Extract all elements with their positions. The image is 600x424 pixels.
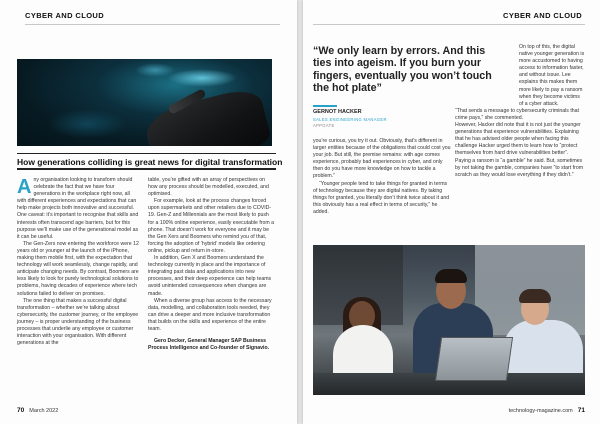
laptop-shape: [435, 337, 513, 381]
quote-attribution-role: SALES ENGINEERING MANAGER: [313, 117, 387, 122]
issue-date: March 2022: [29, 408, 59, 414]
article-title-bar: [17, 153, 283, 170]
body-paragraph: “Younger people tend to take things for granted in terms of technology because they are digital natives. By taking things for granted, you literally don’t think twice about it and this obviously has a real effect in terms of security,” he added.: [313, 180, 450, 215]
body-paragraph: table, you’re gifted with an array of perspectives on how any process should be modelled, executed, and optimised.: [148, 177, 269, 198]
body-paragraph: The one thing that makes a successful digital transformation – whether we’re talking about cybersecurity, the customer journey, or the employee journey – is proper understanding of the business processes that underlie any employee or customer interaction with your organisation. With different generations at the: [17, 297, 139, 347]
body-paragraph: “That sends a message to cybersecurity criminals that crime pays,” she commented.: [455, 107, 579, 121]
article-headline: How generations colliding is great news for digital transformation: [17, 157, 283, 167]
body-paragraph: In addition, Gen X and Boomers understand the technology currently in place and the importance of integrating past data and applications into new processes, and their deep experience can help teams avoid unintended consequences when changes are made.: [148, 255, 272, 297]
light-glow: [47, 109, 127, 139]
body-column-2: [455, 44, 585, 179]
header-rule: [25, 24, 280, 25]
page-number: 70: [17, 407, 25, 414]
body-column-1: [17, 177, 140, 347]
section-header: CYBER AND CLOUD: [503, 11, 583, 20]
author-signoff: Gero Decker, General Manager SAP Business Process Intelligence and Co-founder of Signavio.: [148, 338, 270, 352]
quote-attribution-name: GERNOT HACKER: [313, 109, 362, 115]
body-paragraph: However, Hacker did note that it is not just the younger generations that experience vulnerabilities. Explaining that he has advised older people when facing this challenge Hacker urged them to learn how to “protect themselves from hard drive vulnerabilities better”.: [455, 122, 581, 157]
body-column-2: [148, 177, 274, 352]
body-paragraph: On top of this, the digital native younger generation is more accustomed to having access to information faster, and without issue. Lee explains this makes them more likely to pay a ransom when they become victims of a cyber attack.: [519, 44, 585, 107]
right-page: [303, 0, 600, 424]
body-column-1: [313, 138, 451, 216]
hand-shape: [142, 85, 272, 146]
office-team-photo: [313, 245, 585, 395]
pull-quote: “We only learn by errors. And this ties into ageism. If you burn your fingers, eventually you won’t touch the hot plate”: [313, 45, 492, 94]
light-glow: [167, 69, 237, 87]
body-paragraph: Paying a ransom is “a gamble” he said. But, sometimes by not taking the gamble, companies have “to start from scratch as they would lose everything if they didn’t.”: [455, 157, 584, 178]
drop-cap: A: [17, 176, 32, 198]
header-rule: [313, 24, 585, 25]
body-paragraph: you’re curious, you try it out. Obviously, that’s different in larger entities because of the obligations that could cost you your job. But still, the premise remains: with age comes experience, probably bad experiences in cyber, and only then do you have more knowledge on how to tackle a problem.”: [313, 138, 451, 180]
quote-attribution-company: APPGATE: [313, 123, 335, 128]
body-paragraph: The Gen-Zers now entering the workforce were 12 years old or younger at the launch of the iPhone, making them mobile first, with the expectation that technology will work seamlessly, change rapidly, and anticipate changing needs. By contrast, Boomers are less likely to look for purely technological solutions to problems, having decades of experience where tech solutions failed to deliver on promises.: [17, 240, 139, 297]
site-url: technology-magazine.com: [508, 408, 573, 414]
body-paragraph: Any organisation looking to transform should celebrate the fact that we have four generations in the workplace right now, all with different experiences and expectations that can help make projects both innovative and successful. One caveat: it’s important to recognise that skills and interests often transcend age barriers, but for this purpose we’ll make use of the generational model as it can be useful.: [17, 176, 139, 240]
person-shape: [435, 269, 467, 283]
page-folio: [509, 407, 585, 414]
hero-image-hand-touching-phone: [17, 59, 272, 146]
section-header: CYBER AND CLOUD: [25, 11, 105, 20]
body-paragraph: For example, look at the process changes forced upon supermarkets and other retailers due to COVID-19. Gen-Z and Millennials are the most likely to push for a 100% online experience, easily executable from a phone. That doesn’t work for everyone and it may be the Gen Xers and Boomers who remind you of that, forcing the adoption of ‘hybrid’ models like ordering online, pickup and return in-store.: [148, 198, 275, 254]
page-folio: [17, 407, 58, 414]
left-page: [0, 0, 297, 424]
body-paragraph: When a diverse group has access to the necessary data, modelling, and collaboration tools needed, they can drive a deeper and more inclusive transformation that builds on the skills and experience of the entire team.: [148, 297, 272, 332]
quote-rule: [313, 105, 337, 107]
page-number: 71: [577, 407, 585, 414]
person-shape: [519, 289, 551, 303]
